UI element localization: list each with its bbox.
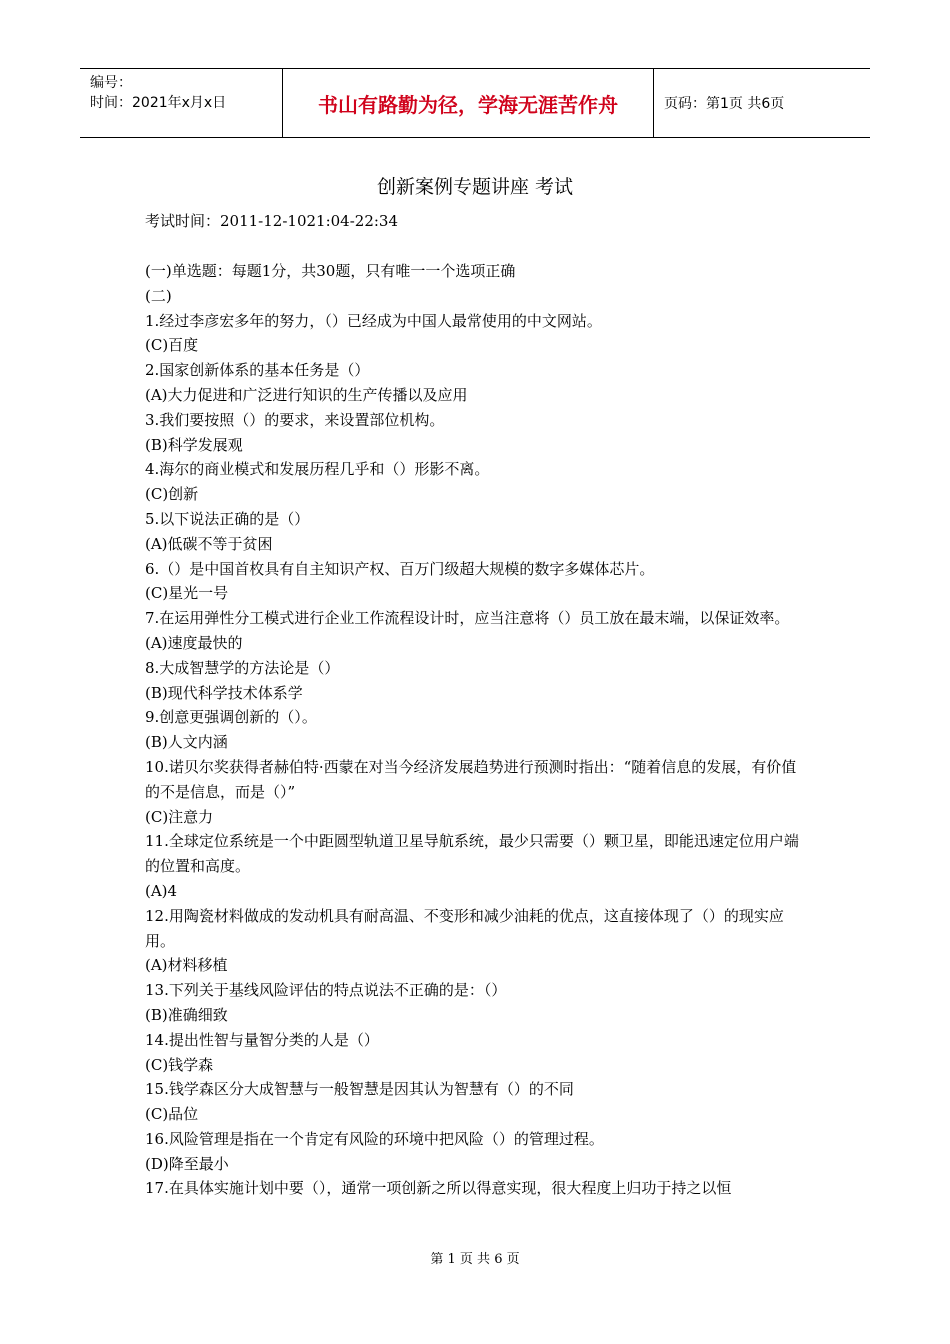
question-line: 16.风险管理是指在一个肯定有风险的环境中把风险（）的管理过程。 (145, 1129, 604, 1148)
answer-line: (B)准确细致 (145, 1005, 228, 1024)
question-line: 15.钱学森区分大成智慧与一般智慧是因其认为智慧有（）的不同 (145, 1080, 574, 1099)
answer-line: (B)现代科学技术体系学 (145, 683, 303, 702)
answer-line: (A)4 (145, 881, 178, 900)
answer-line: (二) (145, 286, 172, 305)
question-line: 6.（）是中国首枚具有自主知识产权、百万门级超大规模的数字多媒体芯片。 (145, 559, 655, 578)
question-line: 3.我们要按照（）的要求，来设置部位机构。 (145, 410, 445, 429)
exam-time: 考试时间：2011-12-1021:04-22:34 (145, 212, 399, 230)
question-line: 14.提出性智与量智分类的人是（） (145, 1030, 379, 1049)
question-line: 4.海尔的商业模式和发展历程几乎和（）形影不离。 (145, 460, 490, 479)
document-title: 创新案例专题讲座 考试 (376, 176, 574, 198)
answer-line: (C)品位 (145, 1105, 199, 1124)
answer-line: (A)速度最快的 (145, 633, 243, 652)
header-page-info: 页码：第1页 共6页 (664, 96, 785, 112)
answer-line: (一)单选题：每题1分，共30题，只有唯一一个选项正确 (145, 262, 516, 280)
answer-line: (C)钱学森 (145, 1055, 214, 1074)
answer-line: (A)材料移植 (145, 956, 228, 975)
header-number: 编号： (90, 75, 132, 91)
question-line: 13.下列关于基线风险评估的特点说法不正确的是：（） (145, 981, 507, 1000)
question-line: 10.诺贝尔奖获得者赫伯特·西蒙在对当今经济发展趋势进行预测时指出：“随着信息的发展，有价值的不是信息，而是（）” (145, 757, 797, 801)
question-line: 12.用陶瓷材料做成的发动机具有耐高温、不变形和减少油耗的优点，这直接体现了（）的现实应用。 (145, 906, 784, 950)
question-line: 1.经过李彦宏多年的努力，（）已经成为中国人最常使用的中文网站。 (145, 311, 602, 330)
header-meta (80, 69, 282, 137)
answer-line: (C)百度 (145, 336, 199, 355)
page-footer: 第 1 页 共 6 页 (430, 1252, 520, 1267)
answer-line: (C)创新 (145, 485, 199, 504)
answer-line: (D)降至最小 (145, 1154, 229, 1173)
header-date: 时间：2021年x月x日 (90, 95, 227, 111)
header-motto: 书山有路勤为径，学海无涯苦作舟 (282, 69, 654, 137)
question-line: 9.创意更强调创新的（）。 (145, 708, 317, 727)
answer-line: (A)大力促进和广泛进行知识的生产传播以及应用 (145, 385, 468, 404)
question-line: 11.全球定位系统是一个中距圆型轨道卫星导航系统，最少只需要（）颗卫星，即能迅速定位用户端的位置和高度。 (145, 832, 799, 876)
answer-line: (A)低碳不等于贫困 (145, 534, 273, 553)
page-header (80, 68, 870, 138)
answer-line: (B)人文内涵 (145, 733, 228, 752)
question-line: 8.大成智慧学的方法论是（） (145, 658, 340, 677)
question-line: 2.国家创新体系的基本任务是（） (145, 361, 370, 380)
question-line: 7.在运用弹性分工模式进行企业工作流程设计时，应当注意将（）员工放在最末端，以保证效率。 (145, 609, 790, 628)
question-list (145, 259, 807, 1201)
answer-line: (C)注意力 (145, 807, 214, 826)
answer-line: (B)科学发展观 (145, 435, 243, 454)
question-line: 17.在具体实施计划中要（），通常一项创新之所以得意实现，很大程度上归功于持之以恒 (145, 1179, 732, 1198)
answer-line: (C)星光一号 (145, 584, 229, 603)
question-line: 5.以下说法正确的是（） (145, 509, 310, 528)
